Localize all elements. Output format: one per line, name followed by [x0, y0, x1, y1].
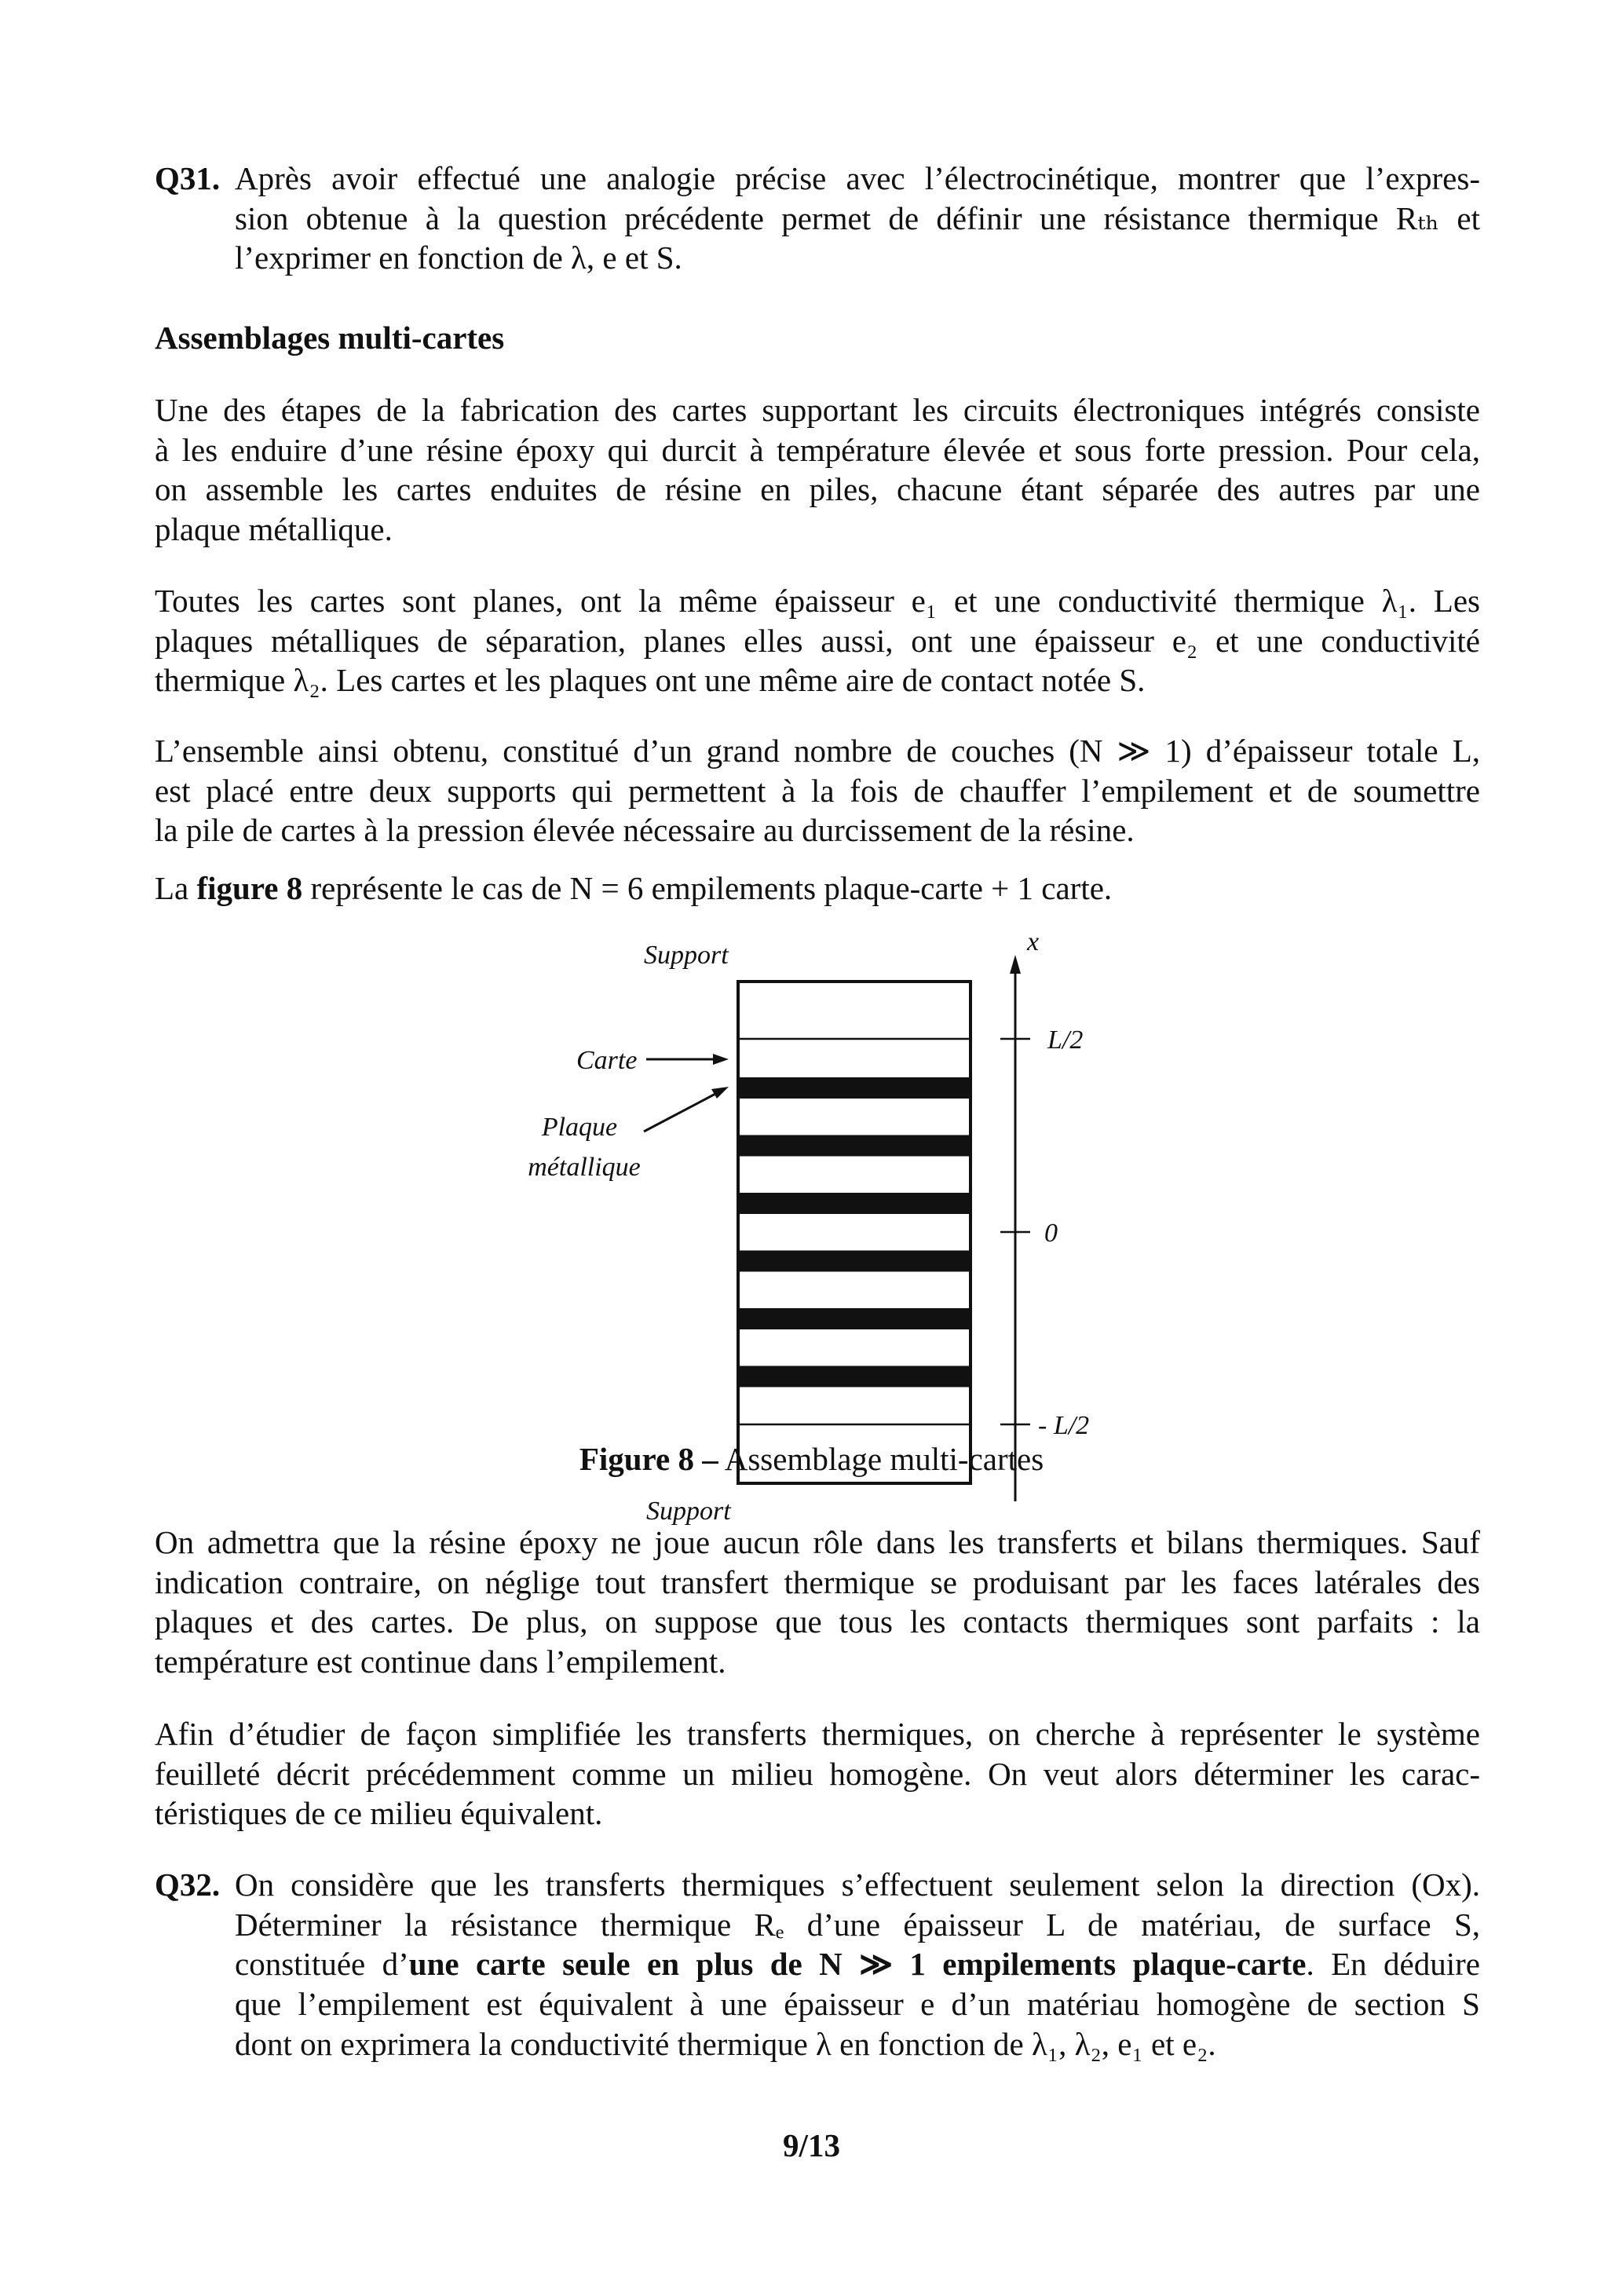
caption-text: Assemblage multi-cartes	[718, 1441, 1044, 1477]
tick-label-top: L/2	[1047, 1026, 1084, 1055]
text-segment: Afin d’étudier de façon simplifiée les transferts thermiques, on cherche à représenter le système	[155, 1716, 1480, 1752]
text-line	[235, 1984, 1480, 2024]
text-segment: téristiques de ce milieu équivalent.	[155, 1795, 603, 1832]
text-segment: à les enduire d’une résine époxy qui durcit à température élevée et sous forte pression. Pour cela,	[155, 431, 1480, 468]
caption-label: Figure 8 –	[579, 1441, 718, 1477]
question-label-q32: Q32.	[155, 1866, 221, 1903]
text-segment: Déterminer la résistance thermique Rₑ d’une épaisseur L de matériau, de surface S,	[235, 1906, 1480, 1943]
plate-label-line1: Plaque	[541, 1113, 618, 1142]
support-bottom-label: Support	[646, 1497, 731, 1526]
support-top-label: Support	[644, 941, 729, 970]
text-segment: On considère que les transferts thermiques s’effectuent seulement selon la direction (Ox).	[235, 1866, 1480, 1903]
question-label-q31: Q31.	[155, 160, 221, 196]
text-segment: Après avoir effectué une analogie précise avec l’électrocinétique, montrer que l’expres-	[235, 160, 1480, 196]
text-segment: feuilleté décrit précédemment comme un milieu homogène. On veut alors déterminer les carac-	[155, 1755, 1480, 1792]
text-segment: dont on exprimera la conductivité thermique λ en fonction de λ₁, λ₂, e₁ et e₂.	[235, 2025, 1216, 2062]
text-segment: représente le cas de N = 6 empilements plaque-carte + 1 carte.	[302, 870, 1113, 906]
axis-arrowhead-icon	[1010, 955, 1021, 974]
text-segment: constituée d’	[235, 1946, 409, 1983]
text-line	[235, 1905, 1480, 1945]
x-axis	[1000, 955, 1030, 1501]
text-line	[235, 2024, 1480, 2064]
text-segment: L’ensemble ainsi obtenu, constitué d’un grand nombre de couches (N ≫ 1) d’épaisseur totale L,	[155, 733, 1480, 769]
text-segment: La	[155, 870, 197, 906]
text-segment: Toutes les cartes sont planes, ont la même épaisseur e₁ et une conductivité thermique λ₁. Les	[155, 583, 1480, 619]
page-number: 9/13	[783, 2127, 840, 2163]
text-segment: plaque métallique.	[155, 511, 393, 548]
plate-label-line2: métallique	[528, 1153, 641, 1182]
text-segment: . En déduire	[1306, 1946, 1480, 1983]
plate-arrow	[644, 1087, 729, 1132]
text-segment: sion obtenue à la question précédente permet de définir une résistance thermique Rₜₕ et	[235, 199, 1480, 236]
metal-plate	[738, 1077, 971, 1099]
text-segment: plaques et des cartes. De plus, on suppose que tous les contacts thermiques sont parfaits : la	[155, 1603, 1480, 1640]
figure-caption	[0, 1439, 1623, 1479]
text-line	[155, 1602, 1480, 1642]
metal-plate	[738, 1366, 971, 1387]
text-segment: l’exprimer en fonction de λ, e et S.	[235, 239, 682, 276]
text-line	[155, 1523, 1480, 1563]
text-segment: indication contraire, on néglige tout transfert thermique se produisant par les faces latérales des	[155, 1563, 1480, 1600]
bold-text: une carte seule en plus de N ≫ 1 empilements plaque-carte	[408, 1946, 1307, 1983]
text-line	[155, 1754, 1480, 1794]
text-line	[155, 1563, 1480, 1603]
axis-label: x	[1027, 927, 1040, 956]
text-segment: est placé entre deux supports qui permettent à la fois de chauffer l’empilement et de soumettre	[155, 772, 1480, 809]
text-line	[235, 1944, 1480, 1984]
text-segment: Une des étapes de la fabrication des cartes supportant les circuits électroniques intégrés consiste	[155, 392, 1480, 428]
text-line	[155, 1714, 1480, 1754]
text-segment: la pile de cartes à la pression élevée nécessaire au durcissement de la résine.	[155, 812, 1135, 849]
stack-outline	[738, 982, 971, 1483]
section-heading: Assemblages multi-cartes	[155, 320, 505, 356]
text-segment: plaques métalliques de séparation, planes elles aussi, ont une épaisseur e₂ et une conductivité	[155, 622, 1480, 659]
tick-label-mid: 0	[1044, 1219, 1058, 1248]
metal-plate	[738, 1251, 971, 1272]
metal-plate	[738, 1193, 971, 1214]
tick-label-bottom: - L/2	[1038, 1411, 1090, 1440]
bold-text: figure 8	[196, 870, 303, 906]
text-segment: on assemble les cartes enduites de résine en piles, chacune étant séparée des autres par une	[155, 471, 1480, 508]
text-segment: On admettra que la résine époxy ne joue aucun rôle dans les transferts et bilans thermiques. Sauf	[155, 1524, 1480, 1560]
metal-plate	[738, 1135, 971, 1157]
paragraph-hypotheses	[155, 1523, 1480, 1682]
text-line	[155, 1642, 1480, 1682]
metal-plate	[738, 1308, 971, 1329]
text-segment: thermique λ₂. Les cartes et les plaques ont une même aire de contact notée S.	[155, 662, 1146, 699]
paragraph-homogeneous	[155, 1714, 1480, 1834]
card-arrow	[646, 1054, 729, 1065]
text-line	[235, 1865, 1480, 1905]
text-segment: température est continue dans l’empilement.	[155, 1643, 726, 1680]
card-label: Carte	[576, 1046, 638, 1075]
text-segment: que l’empilement est équivalent à une épaisseur e d’un matériau homogène de section S	[235, 1986, 1480, 2023]
question-q32-text	[235, 1865, 1480, 2064]
text-line	[155, 1793, 1480, 1834]
